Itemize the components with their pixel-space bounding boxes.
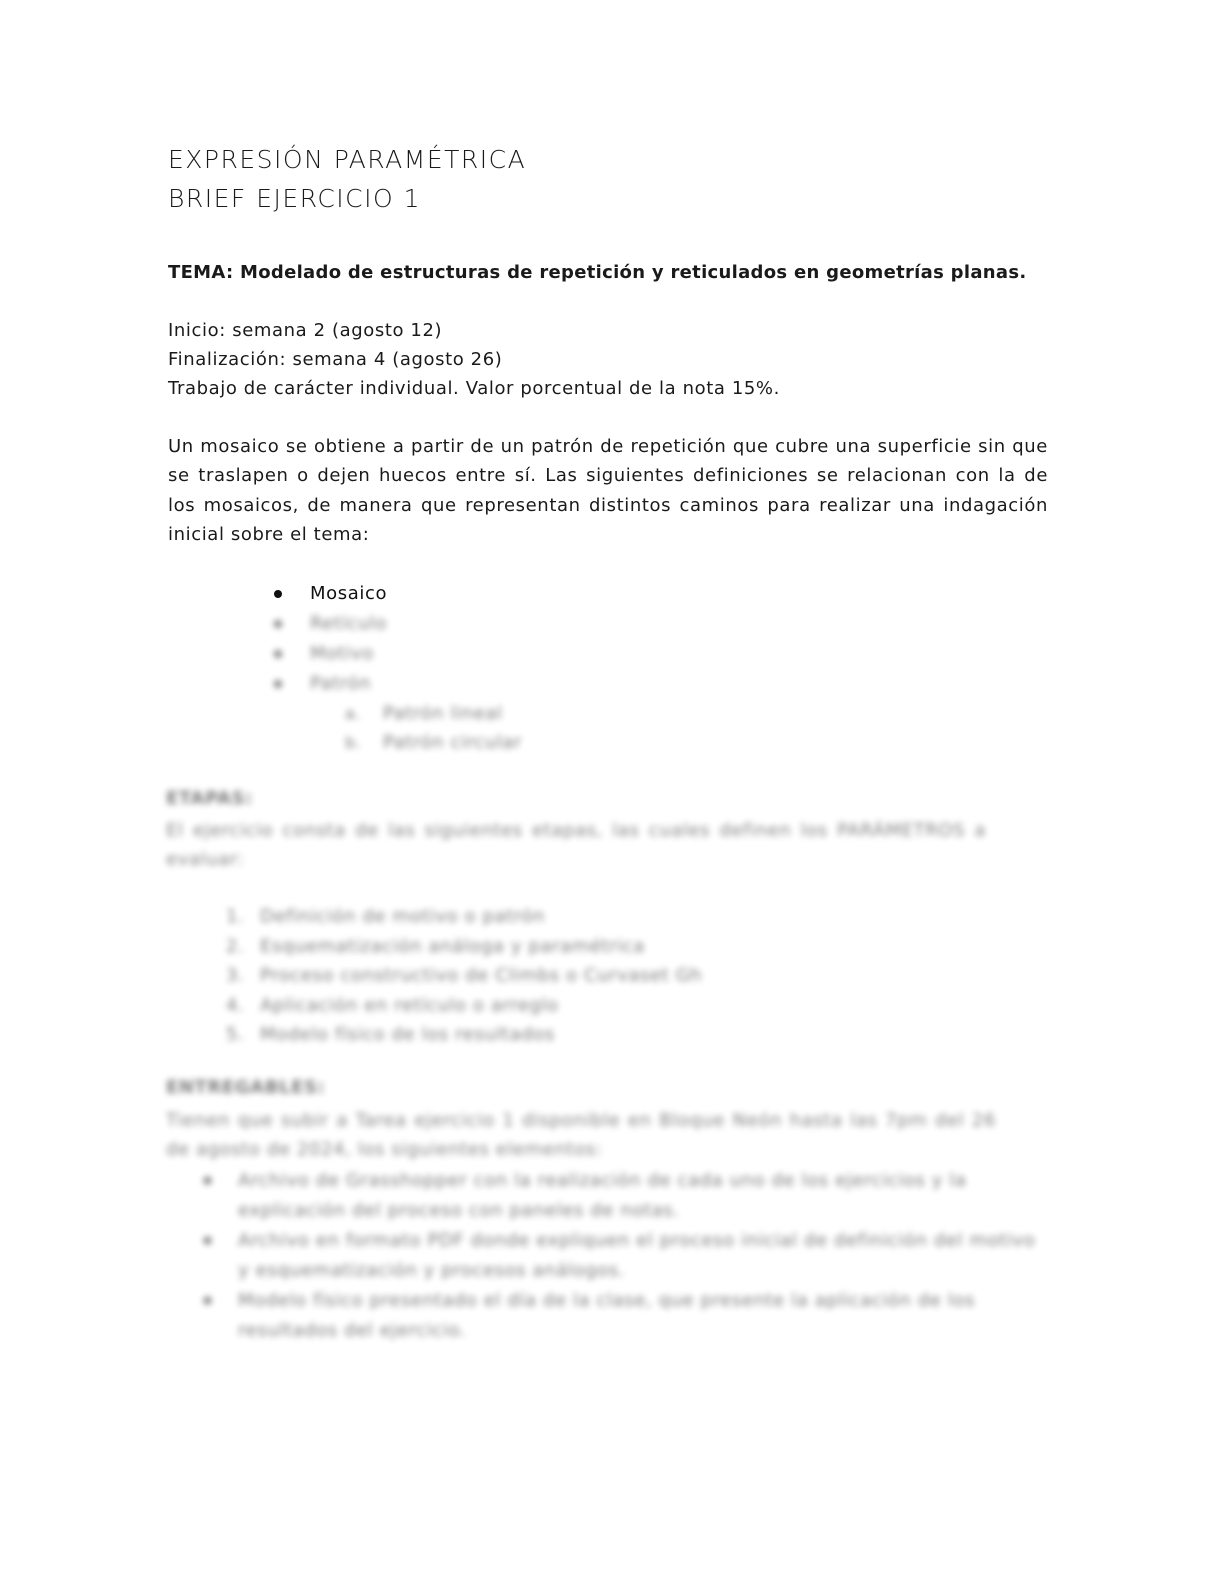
end-date: Finalización: semana 4 (agosto 26)	[168, 349, 503, 370]
bullet-icon	[274, 620, 282, 628]
bullet-icon	[204, 1237, 211, 1244]
document-subtitle: BRIEF EJERCICIO 1	[168, 184, 422, 213]
deliverable-label: Archivo de Grasshopper con la realización de cada uno de los ejercicios y la explicación del proceso con paneles de notas.	[238, 1170, 967, 1221]
definition-label: Motivo	[310, 643, 374, 664]
item-number: 4.	[226, 994, 245, 1016]
definition-label: Patrón	[310, 673, 372, 694]
item-number: 1.	[226, 906, 245, 927]
start-date: Inicio: semana 2 (agosto 12)	[168, 320, 443, 341]
stage-label: Esquematización análoga y paramétrica	[260, 935, 645, 957]
stage-label: Definición de motivo o patrón	[260, 906, 546, 927]
stages-heading: ETAPAS:	[166, 788, 253, 809]
list-item	[345, 699, 522, 728]
list-item	[272, 669, 387, 699]
list-item	[272, 579, 387, 609]
item-number: 5.	[226, 1024, 245, 1045]
list-item	[226, 961, 702, 991]
deliverables-text: Tienen que subir a Tarea ejercicio 1 disponible en Bloque Neón hasta las 7pm del 26 de agosto de 2024, los siguientes elementos:	[166, 1110, 996, 1161]
stage-label: Modelo físico de los resultados	[260, 1024, 555, 1045]
sub-definition-label: Patrón lineal	[383, 703, 503, 724]
definitions-list	[272, 579, 387, 699]
document-title: EXPRESIÓN PARAMÉTRICA	[168, 145, 527, 174]
bullet-icon	[274, 650, 282, 658]
definition-label: Mosaico	[310, 583, 388, 604]
list-item	[226, 991, 702, 1021]
list-item	[226, 1020, 702, 1050]
topic-line: TEMA: Modelado de estructuras de repetición y reticulados en geometrías planas.	[168, 262, 1027, 283]
stage-label: Proceso constructivo de Climbs o Curvaset Gh	[260, 965, 703, 986]
item-number: 3.	[226, 965, 245, 986]
sub-marker: b.	[345, 733, 362, 752]
list-item	[226, 902, 702, 932]
deliverable-label: Modelo físico presentado el día de la clase, que presente la aplicación de los resultados del ejercicio.	[238, 1290, 975, 1341]
deliverables-list	[200, 1166, 1040, 1346]
item-number: 2.	[226, 935, 245, 957]
list-item	[200, 1286, 1040, 1345]
bullet-icon	[204, 1177, 211, 1184]
list-item	[345, 728, 522, 757]
stages-text: El ejercicio consta de las siguientes etapas, las cuales definen los PARÁMETROS a evaluar:	[166, 820, 986, 871]
definition-label: Retículo	[310, 613, 387, 634]
sub-definitions-list	[345, 699, 522, 757]
stages-list	[226, 902, 702, 1050]
bullet-icon	[274, 680, 282, 688]
list-item	[226, 932, 702, 962]
list-item	[272, 609, 387, 639]
list-item	[272, 639, 387, 669]
deliverables-heading: ENTREGABLES:	[166, 1077, 326, 1098]
intro-paragraph: Un mosaico se obtiene a partir de un patrón de repetición que cubre una superficie sin que se traslapen o dejen huecos entre sí. Las siguientes definiciones se relacionan con la de los mosaicos, de manera que representan distintos caminos para realizar una indagación inicial sobre el tema:	[168, 436, 1048, 545]
list-item	[200, 1166, 1040, 1225]
list-item	[200, 1226, 1040, 1285]
sub-definition-label: Patrón circular	[383, 732, 522, 753]
bullet-icon	[274, 590, 282, 598]
sub-marker: a.	[345, 704, 362, 723]
work-type: Trabajo de carácter individual. Valor porcentual de la nota 15%.	[168, 378, 780, 399]
bullet-icon	[204, 1297, 211, 1304]
stage-label: Aplicación en retículo o arreglo	[260, 994, 559, 1016]
deliverable-label: Archivo en formato PDF donde expliquen el proceso inicial de definición del motivo y esquematización y procesos análogos.	[238, 1230, 1036, 1281]
